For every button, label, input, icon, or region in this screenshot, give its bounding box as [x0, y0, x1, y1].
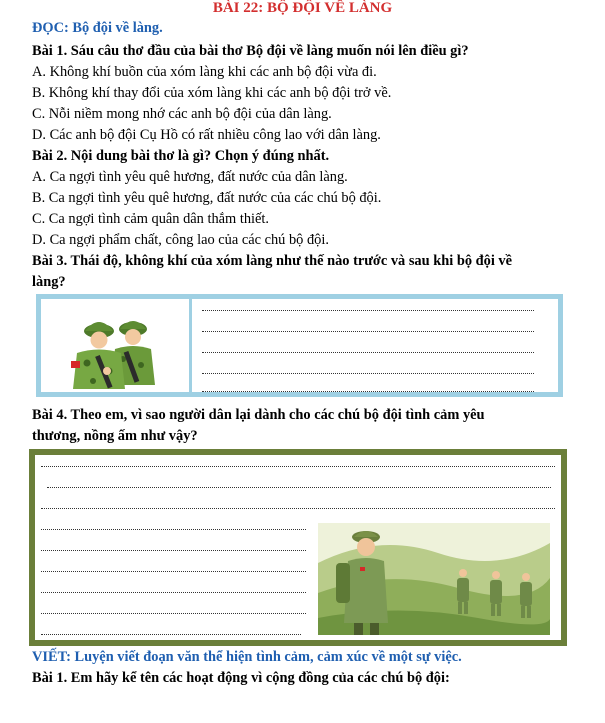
- q3-question-line1: Bài 3. Thái độ, không khí của xóm làng như thế nào trước và sau khi bộ đội về: [32, 253, 512, 269]
- q2-option-b: B. Ca ngợi tình yêu quê hương, đất nước của các chú bộ đội.: [32, 190, 382, 206]
- answer-line[interactable]: [202, 331, 534, 332]
- q4-question-line1: Bài 4. Theo em, vì sao người dân lại dành cho các chú bộ đội tình cảm yêu: [32, 407, 485, 423]
- page-title: BÀI 22: BỘ ĐỘI VỀ LÀNG: [212, 0, 393, 16]
- answer-line[interactable]: [47, 487, 551, 488]
- q2-option-c: C. Ca ngợi tình cảm quân dân thắm thiết.: [32, 211, 270, 227]
- answer-line[interactable]: [202, 352, 534, 353]
- marching-soldiers-icon: [318, 523, 550, 635]
- section-read-heading: ĐỌC: Bộ đội về làng.: [32, 20, 163, 36]
- answer-line[interactable]: [202, 310, 534, 311]
- answer-line[interactable]: [41, 592, 306, 593]
- answer-line[interactable]: [41, 634, 301, 635]
- q1-option-c: C. Nỗi niềm mong nhớ các anh bộ đội của dân làng.: [32, 106, 332, 122]
- q3-image-cell: [41, 299, 192, 392]
- two-soldiers-icon: [41, 299, 186, 392]
- q1-option-b: B. Không khí thay đổi của xóm làng khi các anh bộ đội trở về.: [32, 85, 392, 101]
- q2-option-d: D. Ca ngợi phẩm chất, công lao của các chú bộ đội.: [32, 232, 329, 248]
- q1-question: Bài 1. Sáu câu thơ đầu của bài thơ Bộ đội về làng muốn nói lên điều gì?: [32, 43, 469, 59]
- q2-question: Bài 2. Nội dung bài thơ là gì? Chọn ý đúng nhất.: [32, 148, 330, 164]
- q1-option-a: A. Không khí buồn của xóm làng khi các anh bộ đội vừa đi.: [32, 64, 377, 80]
- answer-line[interactable]: [41, 466, 555, 467]
- section-write-heading: VIẾT: Luyện viết đoạn văn thể hiện tình cảm, cảm xúc về một sự việc.: [32, 649, 462, 665]
- answer-line[interactable]: [41, 508, 555, 509]
- q1-option-d: D. Các anh bộ đội Cụ Hồ có rất nhiều công lao với dân làng.: [32, 127, 381, 143]
- answer-line[interactable]: [41, 529, 306, 530]
- q4-answer-box: [29, 449, 567, 646]
- answer-line[interactable]: [202, 391, 534, 392]
- w1-question: Bài 1. Em hãy kể tên các hoạt động vì cộng đồng của các chú bộ đội:: [32, 670, 450, 686]
- answer-line[interactable]: [41, 613, 306, 614]
- answer-line[interactable]: [41, 571, 306, 572]
- q3-answer-box: [36, 294, 563, 397]
- q4-question-line2: thương, nồng ấm như vậy?: [32, 428, 198, 444]
- q3-answer-lines: [192, 299, 558, 392]
- q2-option-a: A. Ca ngợi tình yêu quê hương, đất nước của dân làng.: [32, 169, 348, 185]
- answer-line[interactable]: [202, 373, 534, 374]
- answer-line[interactable]: [41, 550, 306, 551]
- q3-question-line2: làng?: [32, 274, 66, 290]
